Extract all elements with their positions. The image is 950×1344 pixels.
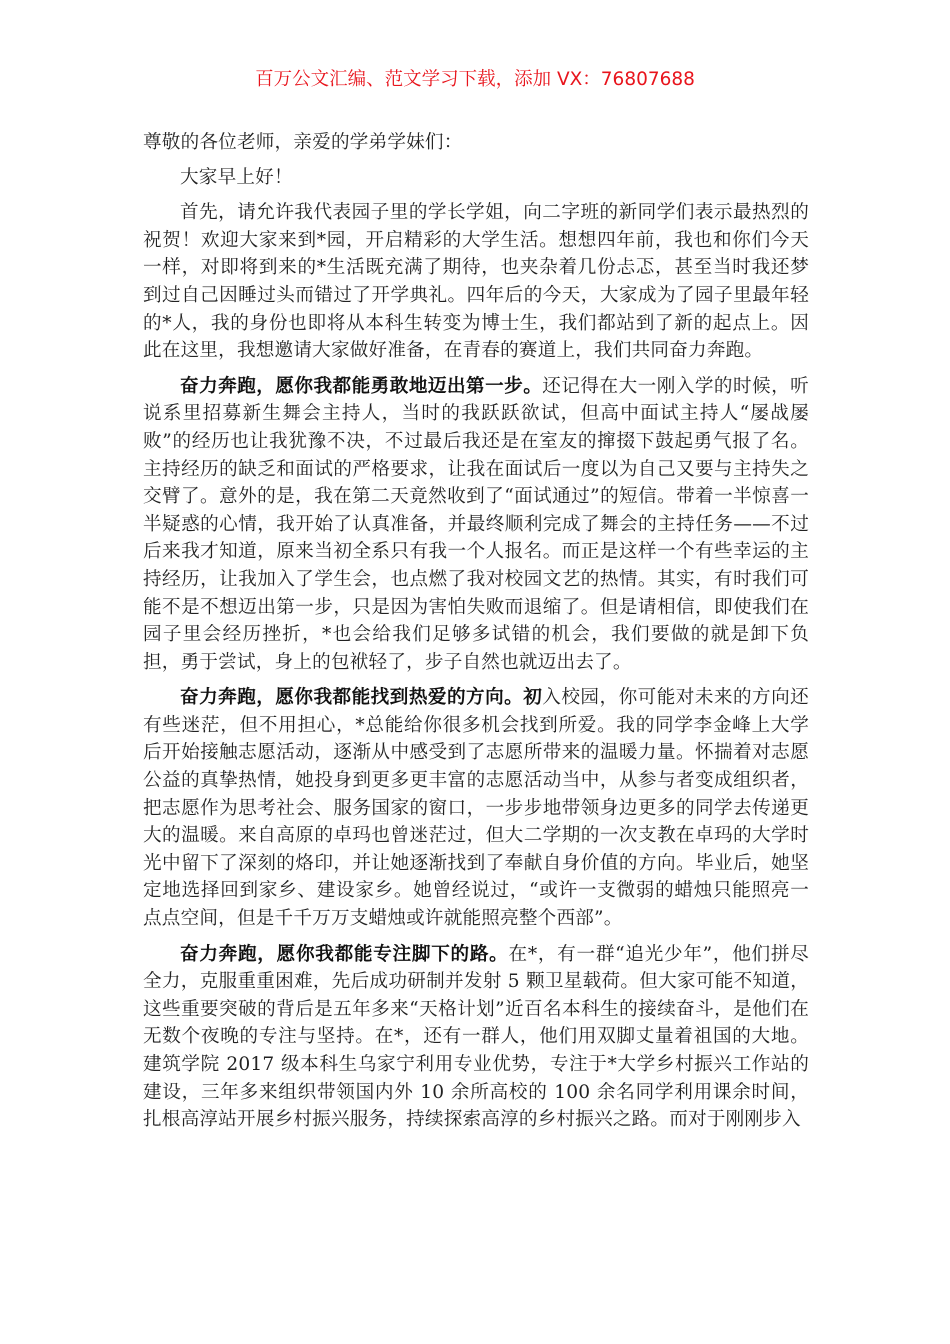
- paragraph-focus-path: [143, 941, 809, 1134]
- paragraph-heading: 奋力奔跑，愿你我都能找到热爱的方向。初: [180, 687, 543, 709]
- salutation: 尊敬的各位老师，亲爱的学弟学妹们：: [143, 132, 463, 153]
- paragraph-intro: [143, 199, 809, 365]
- paragraph-find-passion: [143, 684, 809, 932]
- document-body: [143, 129, 809, 1142]
- paragraph-heading: 奋力奔跑，愿你我都能专注脚下的路。: [180, 943, 509, 965]
- paragraph-body: 在*，有一群“追光少年”，他们拼尽全力，克服重重困难，先后成功研制并发射 5 颗卫星载荷。但大家可能不知道，这些重要突破的背后是五年多来“天格计划”近百名本科生的接续奋斗，是他们在无数个夜晚的专注与坚持。在*，还有一群人，他们用双脚丈量着祖国的大地。建筑学院 2017 级本科生乌家宁利用专业优势，专注于*大学乡村振兴工作站的建设，三年多来组织带领国内外 10 余所高校的 100 余名同学利用课余时间，扎根高淳站开展乡村振兴服务，持续探索高淳的乡村振兴之路。而对于刚刚步入: [143, 943, 809, 1131]
- paragraph-body: 首先，请允许我代表园子里的学长学姐，向二字班的新同学们表示最热烈的祝贺！欢迎大家来到*园，开启精彩的大学生活。想想四年前，我也和你们今天一样，对即将到来的*生活既充满了期待，也夹杂着几份忐忑，甚至当时我还梦到过自己因睡过头而错过了开学典礼。四年后的今天，大家成为了园子里最年轻的*人，我的身份也即将从本科生转变为博士生，我们都站到了新的起点上。因此在这里，我想邀请大家做好准备，在青春的赛道上，我们共同奋力奔跑。: [143, 202, 809, 362]
- paragraph-body: 入校园，你可能对未来的方向还有些迷茫，但不用担心，*总能给你很多机会找到所爱。我的同学李金峰上大学后开始接触志愿活动，逐渐从中感受到了志愿所带来的温暖力量。怀揣着对志愿公益的真挚热情，她投身到更多更丰富的志愿活动当中，从参与者变成组织者，把志愿作为思考社会、服务国家的窗口，一步步地带领身边更多的同学去传递更大的温暖。来自高原的卓玛也曾迷茫过，但大二学期的一次支教在卓玛的大学时光中留下了深刻的烙印，并让她逐渐找到了奉献自身价值的方向。毕业后，她坚定地选择回到家乡、建设家乡。她曾经说过，“或许一支微弱的蜡烛只能照亮一点点空间，但是千千万万支蜡烛或许就能照亮整个西部”。: [143, 687, 809, 930]
- paragraph-body: 还记得在大一刚入学的时候，听说系里招募新生舞会主持人，当时的我跃跃欲试，但高中面试主持人“屡战屡败”的经历也让我犹豫不决，不过最后我还是在室友的撺掇下鼓起勇气报了名。主持经历的缺乏和面试的严格要求，让我在面试后一度以为自己又要与主持失之交臂了。意外的是，我在第二天竟然收到了“面试通过”的短信。带着一半惊喜一半疑惑的心情，我开始了认真准备，并最终顺利完成了舞会的主持任务——不过后来我才知道，原来当初全系只有我一个人报名。而正是这样一个有些幸运的主持经历，让我加入了学生会，也点燃了我对校园文艺的热情。其实，有时我们可能不是不想迈出第一步，只是因为害怕失败而退缩了。但是请相信，即使我们在园子里会经历挫折，*也会给我们足够多试错的机会，我们要做的就是卸下负担，勇于尝试，身上的包袱轻了，步子自然也就迈出去了。: [143, 375, 809, 673]
- paragraph-heading: 奋力奔跑，愿你我都能勇敢地迈出第一步。: [180, 375, 543, 397]
- greeting: 大家早上好！: [180, 166, 293, 188]
- paragraph-first-step: [143, 373, 809, 677]
- watermark-banner: 百万公文汇编、范文学习下载，添加 VX：76807688: [255, 69, 695, 90]
